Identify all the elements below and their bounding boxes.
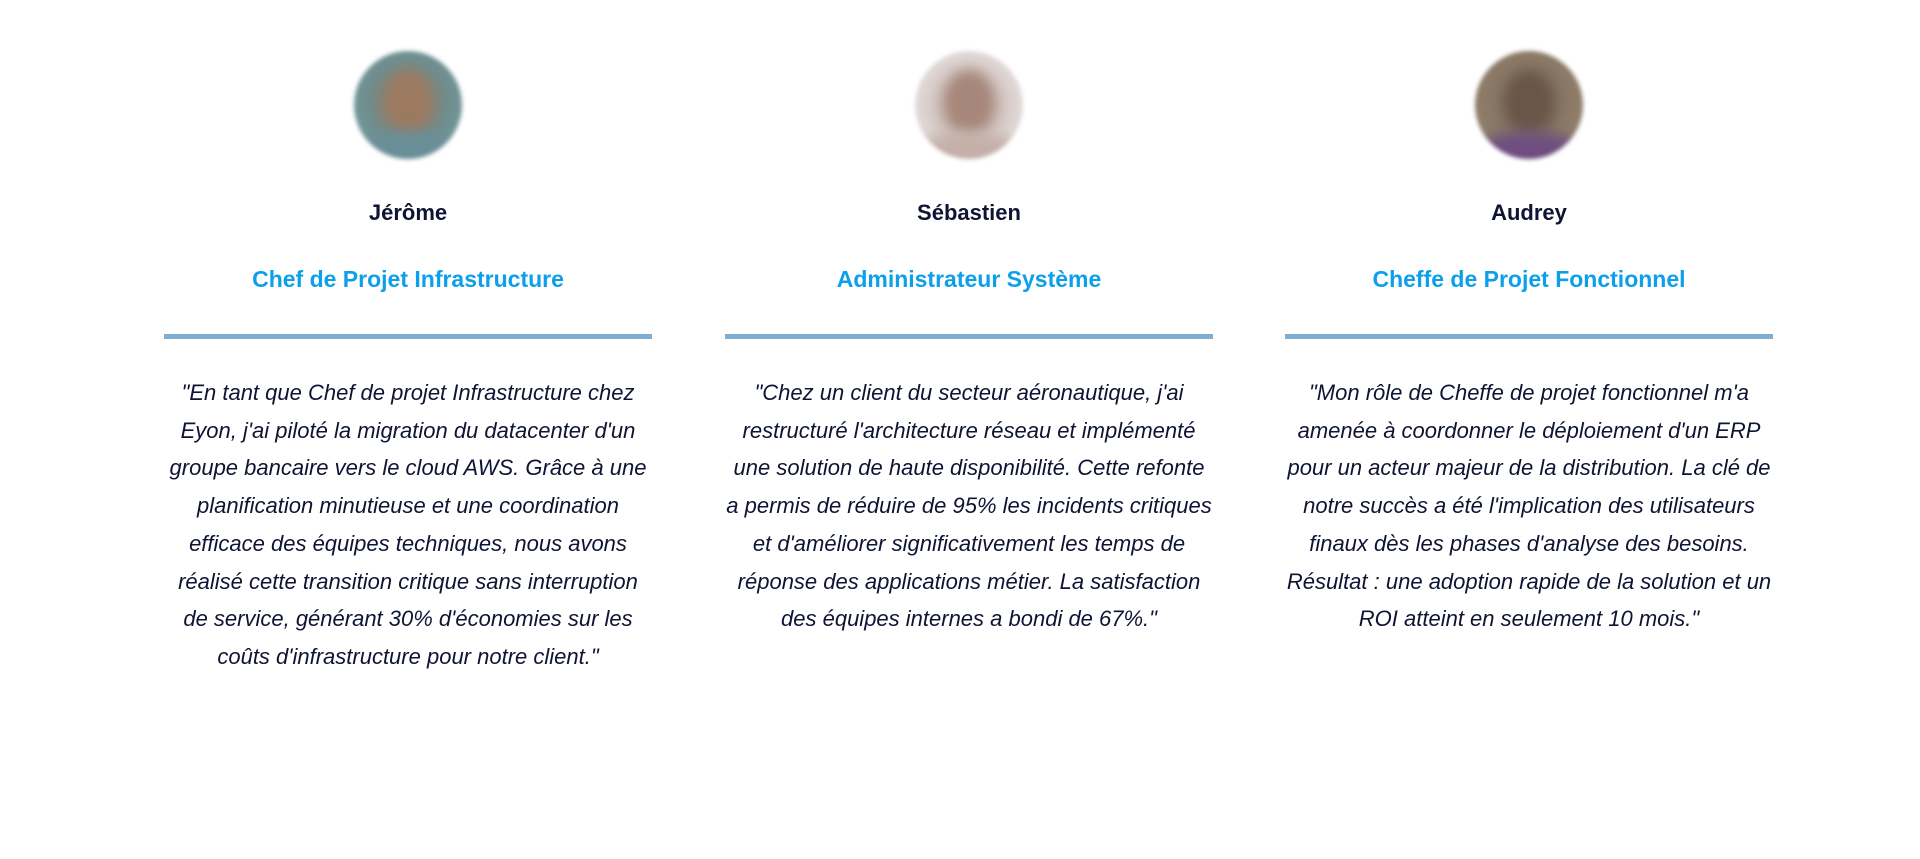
- person-photo-icon: [1504, 70, 1554, 133]
- avatar: [915, 51, 1023, 159]
- testimonial-card-sebastien: [725, 51, 1213, 638]
- testimonial-name: Sébastien: [917, 200, 1021, 225]
- testimonial-card-jerome: [164, 51, 652, 676]
- avatar: [354, 51, 462, 159]
- testimonial-name: Audrey: [1491, 200, 1567, 225]
- testimonial-quote: "En tant que Chef de projet Infrastructure chez Eyon, j'ai piloté la migration du datacenter d'un groupe bancaire vers le cloud AWS. Grâce à une planification minutieuse et une coordination efficace des équipes techniques, nous avons réalisé cette transition critique sans interruption de service, générant 30% d'économies sur les coûts d'infrastructure pour notre client.": [169, 380, 647, 669]
- testimonial-role: Cheffe de Projet Fonctionnel: [1372, 266, 1686, 292]
- avatar: [1475, 51, 1583, 159]
- testimonial-quote: "Mon rôle de Cheffe de projet fonctionnel m'a amenée à coordonner le déploiement d'un ERP pour un acteur majeur de la distribution. La clé de notre succès a été l'implication des utilisateurs finaux dès les phases d'analyse des besoins. Résultat : une adoption rapide de la solution et un ROI atteint en seulement 10 mois.": [1286, 380, 1772, 632]
- testimonial-role: Chef de Projet Infrastructure: [252, 266, 564, 292]
- divider: [725, 334, 1213, 339]
- testimonial-role: Administrateur Système: [836, 266, 1102, 292]
- person-photo-icon: [383, 70, 433, 133]
- divider: [164, 334, 652, 339]
- testimonial-card-audrey: [1285, 51, 1773, 638]
- divider: [1285, 334, 1773, 339]
- person-photo-icon: [944, 70, 994, 133]
- testimonial-quote: "Chez un client du secteur aéronautique, j'ai restructuré l'architecture réseau et implémenté une solution de haute disponibilité. Cette refonte a permis de réduire de 95% les incidents critiques et d'améliorer significativement les temps de réponse des applications métier. La satisfaction des équipes internes a bondi de 67%.": [726, 380, 1212, 632]
- testimonial-name: Jérôme: [368, 200, 448, 225]
